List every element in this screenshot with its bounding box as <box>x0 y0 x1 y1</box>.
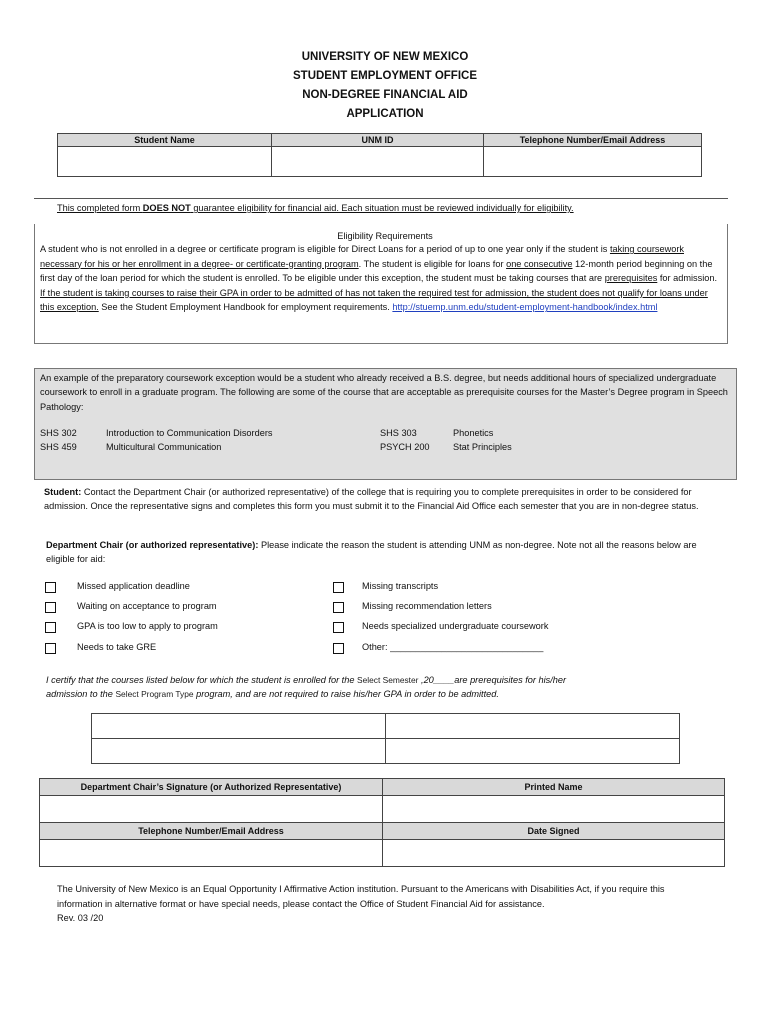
unm-id-header: UNM ID <box>272 134 484 147</box>
chair-instructions <box>46 538 706 567</box>
reason-label: Missed application deadline <box>77 581 190 591</box>
eligibility-title: Eligibility Requirements <box>337 231 433 241</box>
student-name-header: Student Name <box>58 134 272 147</box>
unm-id-field[interactable] <box>272 147 484 177</box>
course-name: Phonetics <box>453 428 494 438</box>
course-entry-field[interactable] <box>92 739 386 764</box>
printed-name-header: Printed Name <box>383 779 725 796</box>
reason-checkbox[interactable] <box>333 643 344 654</box>
student-instructions <box>44 485 714 514</box>
student-label: Student: <box>44 487 82 497</box>
certify-text-4: program, and are not required to raise his/her GPA in order to be admitted. <box>193 689 499 699</box>
eligibility-underline-1: taking coursework necessary for his or her enrollment in a degree- or certificate-granting program <box>40 244 684 269</box>
reason-checkbox[interactable] <box>45 643 56 654</box>
student-instructions-text: Contact the Department Chair (or authorized representative) of the college that is requiring you to complete prerequisites in order to be considered for admission. Once the representative signs and completes this form you must submit it to the Financial Aid Office each semester that you are in non-degree status. <box>44 487 699 512</box>
certify-text-2: ,20____are prerequisites for his/her <box>418 675 567 685</box>
divider <box>34 198 728 199</box>
telephone-email-field[interactable] <box>484 147 702 177</box>
eligibility-underline-2: one consecutive <box>506 258 573 269</box>
form-title-office: STUDENT EMPLOYMENT OFFICE <box>293 70 477 82</box>
course-code: SHS 302 <box>40 428 77 438</box>
eligibility-underline-3: prerequisites <box>604 273 658 284</box>
certification-statement <box>46 673 706 701</box>
certify-text-1: I certify that the courses listed below for which the student is enrolled for the <box>46 675 358 685</box>
reason-checkbox[interactable] <box>45 582 56 593</box>
student-name-field[interactable] <box>58 147 272 177</box>
reason-label: Missing transcripts <box>362 581 439 591</box>
example-text: An example of the preparatory coursework exception would be a student who already received a B.S. degree, but needs additional hours of specialized undergraduate coursework to enroll in a graduate program. The following are some of the course that are acceptable as prerequisite courses for the Master’s Degree program in Speech Pathology: <box>40 373 728 412</box>
course-entry-field[interactable] <box>386 714 680 739</box>
eligibility-text-2: . The student is eligible for loans for <box>358 258 507 269</box>
notice-text-end: guarantee eligibility for financial aid. Each situation must be reviewed individually for eligibility. <box>190 203 574 213</box>
reason-checkbox[interactable] <box>45 602 56 613</box>
signature-table <box>39 778 725 867</box>
eligibility-text-1: A student who is not enrolled in a degree or certificate program is eligible for Direct Loans for a period of up to one year only if the student is <box>40 244 610 254</box>
chair-signature-header: Department Chair’s Signature (or Authorized Representative) <box>40 779 383 796</box>
chair-telephone-email-field[interactable] <box>40 840 383 867</box>
chair-instructions-text: Please indicate the reason the student is attending UNM as non-degree. Note not all the reasons below are eligible for aid: <box>46 540 697 565</box>
reason-checkbox[interactable] <box>333 602 344 613</box>
eligibility-text-4: for admission. <box>657 273 718 284</box>
reason-label: Needs to take GRE <box>77 642 157 652</box>
form-title-application: APPLICATION <box>346 108 424 120</box>
eligibility-text <box>40 242 724 315</box>
chair-label: Department Chair (or authorized representative): <box>46 540 259 550</box>
revision-date: Rev. 03 /20 <box>57 913 104 923</box>
chair-telephone-email-header: Telephone Number/Email Address <box>40 823 383 840</box>
course-code: PSYCH 200 <box>380 442 430 452</box>
date-signed-field[interactable] <box>383 840 725 867</box>
course-list-table <box>91 713 680 764</box>
course-code: SHS 303 <box>380 428 417 438</box>
course-name: Introduction to Communication Disorders <box>106 428 273 438</box>
eligibility-text-5: See the Student Employment Handbook for employment requirements. <box>98 302 393 313</box>
reason-checkbox[interactable] <box>333 582 344 593</box>
footer <box>57 882 697 926</box>
handbook-link[interactable]: http://stuemp.unm.edu/student-employment-handbook/index.html <box>392 302 658 313</box>
eligibility-text-3: 12-month period beginning on the first day of the loan period for which the student is enrolled. To be eligible under this exception, the student must be taking courses that are <box>40 258 713 284</box>
select-program-type-dropdown[interactable]: Select Program Type <box>115 689 194 699</box>
select-semester-dropdown[interactable]: Select Semester <box>357 675 419 685</box>
course-code: SHS 459 <box>40 442 77 452</box>
telephone-email-header: Telephone Number/Email Address <box>484 134 702 147</box>
printed-name-field[interactable] <box>383 796 725 823</box>
course-entry-field[interactable] <box>92 714 386 739</box>
chair-signature-field[interactable] <box>40 796 383 823</box>
course-name: Multicultural Communication <box>106 442 222 452</box>
course-entry-field[interactable] <box>386 739 680 764</box>
reason-label: Waiting on acceptance to program <box>77 601 217 611</box>
form-title-program: NON-DEGREE FINANCIAL AID <box>302 89 468 101</box>
form-title-university: UNIVERSITY OF NEW MEXICO <box>301 51 469 63</box>
reason-label: GPA is too low to apply to program <box>77 621 218 631</box>
reason-checkbox[interactable] <box>45 622 56 633</box>
certify-text-3: admission to the <box>46 689 116 699</box>
eligibility-notice <box>57 203 574 213</box>
course-name: Stat Principles <box>453 442 512 452</box>
reason-label: Missing recommendation letters <box>362 601 492 611</box>
eligibility-underline-4: If the student is taking courses to raise their GPA in order to be admitted of has not taken the required test for admission, the student does not qualify for loans under this exception. <box>40 287 708 313</box>
reason-checkbox[interactable] <box>333 622 344 633</box>
student-info-table <box>57 133 702 177</box>
notice-text-start: This completed form <box>57 203 143 213</box>
date-signed-header: Date Signed <box>383 823 725 840</box>
equal-opportunity-statement: The University of New Mexico is an Equal Opportunity I Affirmative Action institution. Pursuant to the Americans with Disabilities Act, if you require this information in alternative format or have special needs, please contact the Office of Student Financial Aid for assistance. <box>57 884 665 909</box>
other-reason-field[interactable]: Other: ______________________________ <box>362 642 544 652</box>
notice-emphasis: DOES NOT <box>142 203 191 213</box>
reason-label: Needs specialized undergraduate coursework <box>362 621 549 631</box>
